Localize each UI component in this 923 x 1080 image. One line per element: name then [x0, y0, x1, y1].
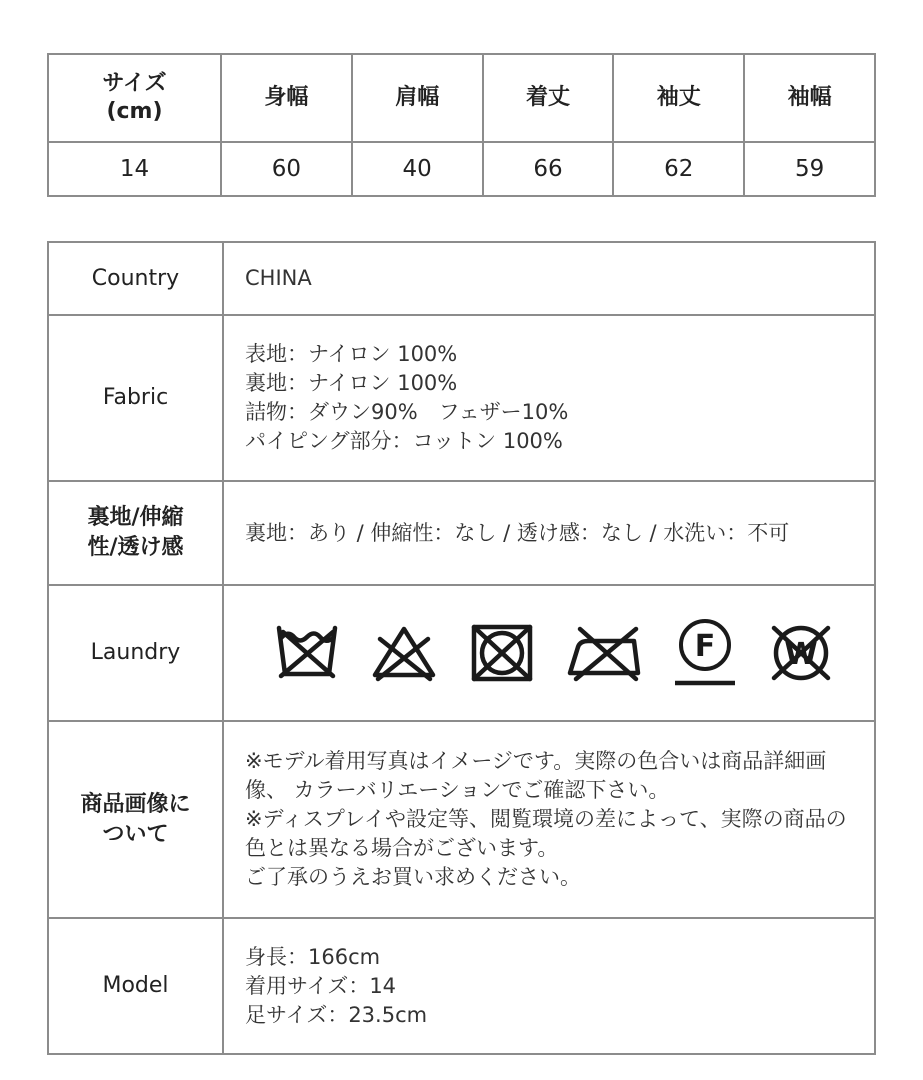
notice-label-text: 商品画像に ついて [80, 791, 191, 847]
size-header-size-text: サイズ (cm) [102, 71, 167, 124]
model-line: 足サイズ：23.5cm [245, 1002, 428, 1027]
lining-row [48, 481, 875, 585]
fabric-line: 詰物：ダウン90% フェザー10% [245, 400, 569, 424]
notice-line: ※ディスプレイや設定等、閲覧環境の差によって、実際の商品の色とは異なる場合がございます。 [245, 807, 847, 860]
laundry-row [48, 585, 875, 721]
notice-value [223, 721, 875, 918]
notice-line: ご了承のうえお買い求めください。 [245, 865, 581, 889]
size-header-shoulder-width: 肩幅 [352, 54, 483, 142]
no-bleach-icon [370, 623, 438, 683]
size-header-body-width: 身幅 [221, 54, 352, 142]
notice-line: ※モデル着用写真はイメージです。実際の色合いは商品詳細画像、 カラーバリエーションでご確認下さい。 [245, 749, 827, 802]
model-row [48, 918, 875, 1054]
lining-value [223, 481, 875, 585]
fabric-line: パイピング部分：コットン 100% [245, 429, 563, 453]
size-header-length: 着丈 [483, 54, 614, 142]
fabric-value [223, 315, 875, 481]
notice-label [48, 721, 223, 918]
lining-label [48, 481, 223, 585]
size-header-size [48, 54, 221, 142]
model-line: 着用サイズ：14 [245, 973, 397, 998]
size-value-body-width: 60 [221, 142, 352, 196]
size-value-sleeve-length: 62 [613, 142, 744, 196]
country-label: Country [48, 242, 223, 315]
no-tumble-dry-icon [469, 622, 535, 684]
size-value-shoulder-width: 40 [352, 142, 483, 196]
dry-clean-f-icon [673, 617, 737, 689]
lining-value-text: 裏地：あり / 伸縮性：なし / 透け感：なし / 水洗い：不可 [245, 520, 790, 545]
size-header-sleeve-length: 袖丈 [613, 54, 744, 142]
notice-row [48, 721, 875, 918]
no-wash-icon [275, 622, 339, 684]
model-line: 身長：166cm [245, 944, 381, 969]
size-values-row [48, 142, 875, 196]
laundry-value [223, 585, 875, 721]
size-value-size: 14 [48, 142, 221, 196]
lining-label-text: 裏地/伸縮 性/透け感 [87, 505, 184, 560]
dry-clean-letter: F [694, 629, 716, 664]
size-value-sleeve-width: 59 [744, 142, 875, 196]
no-iron-icon [566, 623, 642, 683]
size-value-length: 66 [483, 142, 614, 196]
fabric-row [48, 315, 875, 481]
product-info-table [47, 241, 876, 1055]
no-wet-clean-icon [768, 622, 834, 684]
size-header-row [48, 54, 875, 142]
fabric-label: Fabric [48, 315, 223, 481]
model-value [223, 918, 875, 1054]
model-label: Model [48, 918, 223, 1054]
fabric-line: 裏地：ナイロン 100% [245, 371, 458, 395]
fabric-line: 表地：ナイロン 100% [245, 342, 458, 366]
laundry-icons [245, 617, 856, 689]
size-header-sleeve-width: 袖幅 [744, 54, 875, 142]
size-table [47, 53, 876, 197]
wet-clean-letter: W [784, 637, 818, 672]
country-value: CHINA [223, 242, 875, 315]
country-row [48, 242, 875, 315]
laundry-label: Laundry [48, 585, 223, 721]
